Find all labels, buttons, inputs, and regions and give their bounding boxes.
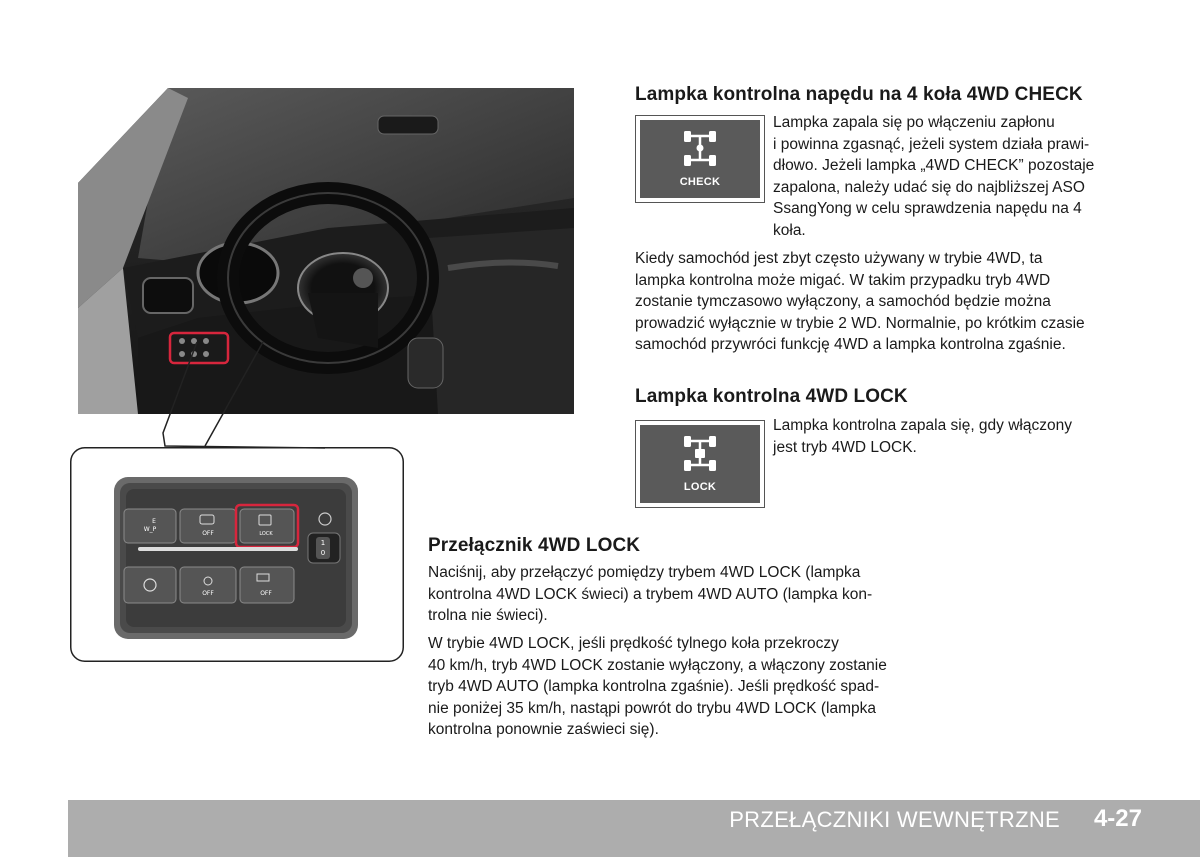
text-line: zostanie tymczasowo wyłączony, a samochód będzie można [635, 293, 1051, 311]
heading-4wd-lock-switch: Przełącznik 4WD LOCK [428, 535, 641, 556]
svg-text:LOCK: LOCK [259, 531, 273, 537]
svg-text:OFF: OFF [202, 590, 214, 597]
callout-line [95, 338, 325, 450]
text-line: prowadzić wyłącznie w trybie 2 WD. Normalnie, po krótkim czasie [635, 314, 1085, 332]
text-line: 40 km/h, tryb 4WD LOCK zostanie wyłączony, a włączony zostanie [428, 656, 887, 674]
text-line: kontrolna ponownie zaświeci się). [428, 721, 659, 739]
heading-4wd-lock: Lampka kontrolna 4WD LOCK [635, 386, 908, 407]
text-line: nie poniżej 35 km/h, nastąpi powrót do trybu 4WD LOCK (lampka [428, 699, 876, 717]
indicator-lock-label: LOCK [683, 481, 717, 493]
svg-text:W_P: W_P [143, 526, 157, 533]
svg-text:0: 0 [320, 549, 326, 557]
text-line: Kiedy samochód jest zbyt często używany w trybie 4WD, ta [635, 250, 1043, 267]
text-line: lampka kontrolna może migać. W takim przypadku tryb 4WD [635, 271, 1051, 289]
text-line: samochód przywróci funkcję 4WD a lampka kontrolna zgaśnie. [635, 336, 1066, 354]
switch-panel-inset [70, 447, 404, 662]
text-line: trolna nie świeci). [428, 607, 548, 625]
lock-side-text [773, 415, 1143, 458]
heading-4wd-check: Lampka kontrolna napędu na 4 koła 4WD CHECK [635, 84, 1083, 105]
footer-section-title: PRZEŁĄCZNIKI WEWNĘTRZNE [729, 807, 1060, 832]
svg-text:OFF: OFF [260, 590, 272, 597]
text-line: i powinna zgasnąć, jeżeli system działa prawi- [773, 135, 1090, 153]
text-line: Lampka zapala się po włączeniu zapłonu [773, 114, 1055, 131]
indicator-4wd-check [635, 115, 765, 203]
svg-text:1: 1 [320, 539, 326, 547]
text-line: koła. [773, 221, 806, 239]
page-number: 4-27 [1093, 805, 1142, 832]
4wd-lock-icon [682, 435, 718, 479]
text-line: W trybie 4WD LOCK, jeśli prędkość tylnego koła przekroczy [428, 635, 839, 652]
switch-paragraph-1 [428, 562, 961, 627]
indicator-check-label: CHECK [679, 176, 721, 188]
check-paragraph [635, 248, 1143, 356]
text-line: Lampka kontrolna zapala się, gdy włączony [773, 417, 1072, 434]
indicator-4wd-lock [635, 420, 765, 508]
text-line: jest tryb 4WD LOCK. [773, 438, 917, 456]
text-line: Naciśnij, aby przełączyć pomiędzy trybem 4WD LOCK (lampka [428, 564, 861, 581]
text-line: zapalona, należy udać się do najbliższej ASO [773, 178, 1085, 196]
switch-paragraph-2 [428, 633, 961, 741]
svg-text:E: E [152, 518, 156, 525]
4wd-check-icon [682, 130, 718, 174]
text-line: tryb 4WD AUTO (lampka kontrolna zgaśnie). Jeśli prędkość spad- [428, 678, 880, 696]
check-side-text [773, 112, 1143, 242]
text-line: dłowo. Jeżeli lampka „4WD CHECK” pozostaje [773, 157, 1095, 175]
svg-text:OFF: OFF [202, 530, 214, 537]
text-line: SsangYong w celu sprawdzenia napędu na 4 [773, 200, 1082, 218]
text-line: kontrolna 4WD LOCK świeci) a trybem 4WD AUTO (lampka kon- [428, 585, 873, 603]
